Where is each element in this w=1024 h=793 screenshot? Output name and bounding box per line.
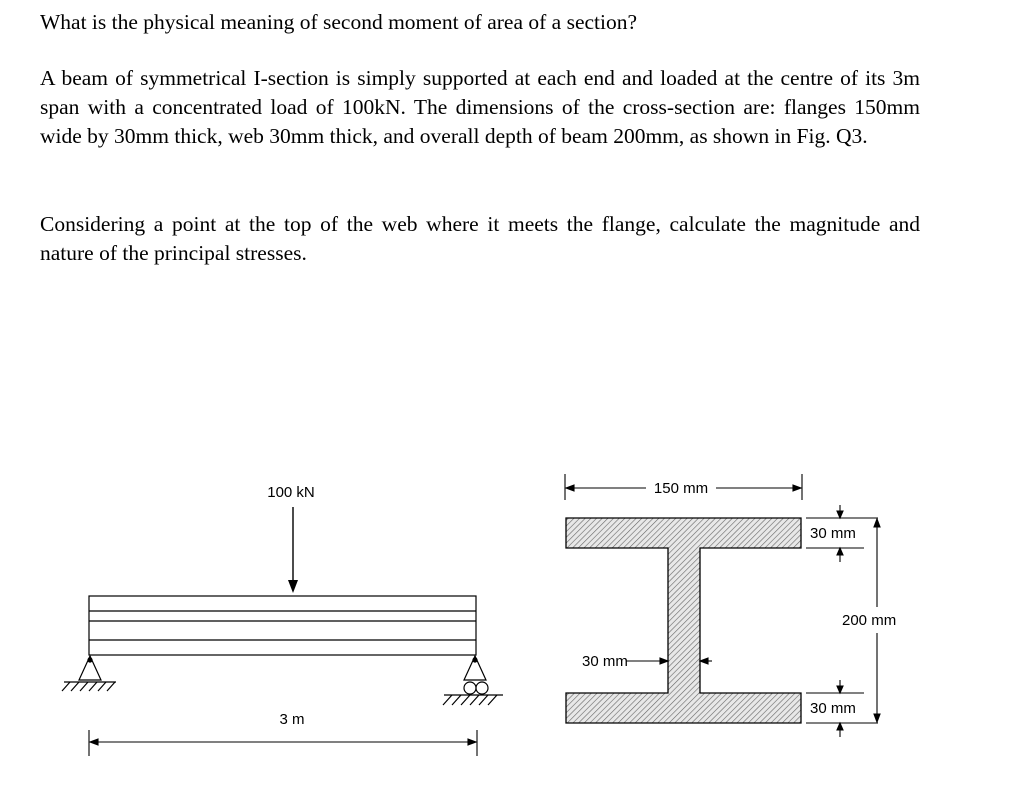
beam — [89, 596, 476, 655]
pin-support-left — [62, 656, 116, 691]
depth-label: 200 mm — [842, 612, 897, 629]
question-line-1: What is the physical meaning of second moment of area of a section? — [40, 10, 638, 34]
question-paragraph-3: Considering a point at the top of the web where it meets the flange, calculate the magnitude and nature of the principal stresses. — [40, 212, 920, 265]
span-label: 3 m — [279, 711, 305, 728]
i-beam-cross-section — [566, 518, 801, 723]
load-arrow — [288, 507, 298, 593]
roller-support-right — [443, 656, 503, 705]
flange-width-label: 150 mm — [653, 480, 709, 497]
span-dimension — [89, 730, 477, 756]
beam-diagram — [62, 484, 503, 756]
question-paragraph-2: A beam of symmetrical I-section is simply supported at each end and loaded at the centre of its 3m span with a concentrated load of 100kN. The dimensions of the cross-section are: flanges 150mm wide by 30mm thick, web 30mm thick, and overall depth of beam 200mm, as shown in Fig. Q3. — [40, 66, 920, 148]
web-thickness-label: 30 mm — [582, 653, 628, 670]
i-section-diagram — [565, 474, 896, 737]
load-label: 100 kN — [267, 484, 315, 501]
top-flange-thickness-label: 30 mm — [810, 525, 856, 542]
bottom-flange-thickness-label: 30 mm — [810, 700, 856, 717]
